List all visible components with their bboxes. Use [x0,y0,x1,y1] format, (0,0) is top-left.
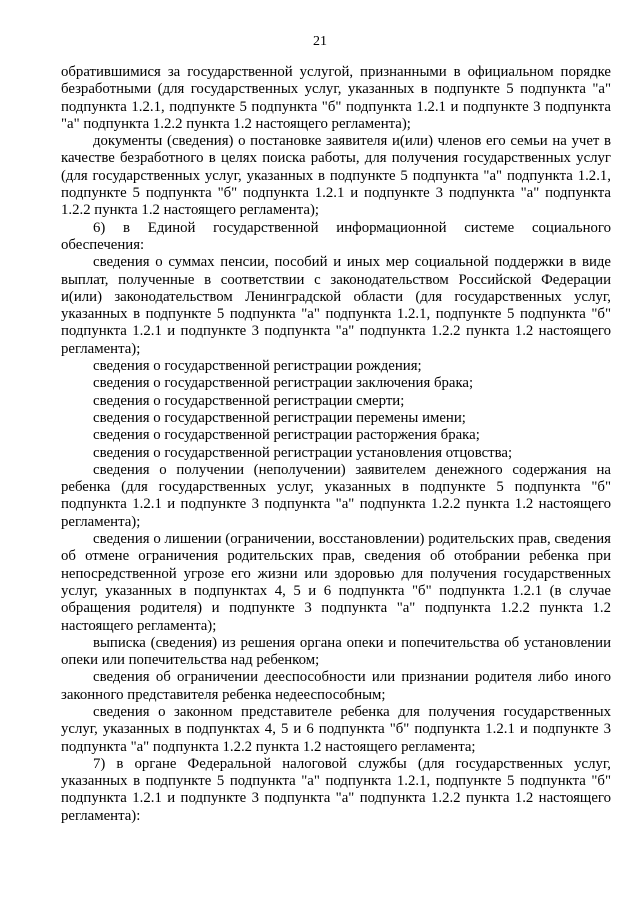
paragraph: сведения о лишении (ограничении, восстановлении) родительских прав, сведения об отмене ограничения родительских прав, сведения об отобрании ребенка при непосредственной угрозе его жизни или здоровью для получения государственных услуг, указанных в подпунктах 4, 5 и 6 подпункта "б" подпункта 1.2.1 (в случае обращения родителя) и подпункте 3 подпункта "а" подпункта 1.2.2 пункта 1.2 настоящего регламента); [61,531,611,634]
paragraph: сведения о получении (неполучении) заявителем денежного содержания на ребенка (для государственных услуг, указанных в подпункте 5 подпункта "б" подпункта 1.2.1 и подпункте 3 подпункта "а" подпункта 1.2.2 пункта 1.2 настоящего регламента); [61,461,611,530]
paragraph: сведения о суммах пенсии, пособий и иных мер социальной поддержки в виде выплат, полученные в соответствии с законодательством Российской Федерации и(или) законодательством Ленинградской области (для государственных услуг, указанных в подпункте 5 подпункта "а" подпункта 1.2.1, подпункте 5 подпункта "б" подпункта 1.2.1 и подпункте 3 подпункта "а" подпункта 1.2.2 пункта 1.2 настоящего регламента); [61,254,611,357]
paragraph: сведения о государственной регистрации установления отцовства; [93,444,513,461]
document-body [61,64,611,825]
paragraph: сведения о государственной регистрации перемены имени; [93,409,466,426]
paragraph: 7) в органе Федеральной налоговой службы (для государственных услуг, указанных в подпункте 5 подпункта "а" подпункта 1.2.1, подпункте 5 подпункта "б" подпункта 1.2.1 и подпункте 3 подпункта "а" подпункта 1.2.2 пункта 1.2 настоящего регламента): [61,755,611,824]
paragraph: сведения о государственной регистрации заключения брака; [93,375,474,392]
paragraph: сведения об ограничении дееспособности или признании родителя либо иного законного представителя ребенка недееспособным; [61,669,611,703]
page-number: 21 [313,34,327,49]
paragraph: сведения о законном представителе ребенка для получения государственных услуг, указанных в подпунктах 4, 5 и 6 подпункта "б" подпункта 1.2.1 и подпункте 3 подпункта "а" подпункта 1.2.2 пункта 1.2 настоящего регламента; [61,703,611,755]
paragraph: обратившимися за государственной услугой, признанными в официальном порядке безработными (для государственных услуг, указанных в подпункте 5 подпункта "а" подпункта 1.2.1, подпункте 5 подпункта "б" подпункта 1.2.1 и подпункте 3 подпункта "а" подпункта 1.2.2 пункта 1.2 настоящего регламента); [61,64,611,132]
paragraph: выписка (сведения) из решения органа опеки и попечительства об установлении опеки или попечительства над ребенком; [61,634,611,669]
paragraph: документы (сведения) о постановке заявителя и(или) членов его семьи на учет в качестве безработного в целях поиска работы, для получения государственных услуг (для государственных услуг, указанных в подпункте 5 подпункта "а" подпункта 1.2.1, подпункте 5 подпункта "б" подпункта 1.2.1 и подпункте 3 подпункта "а" подпункта 1.2.2 пункта 1.2 настоящего регламента); [61,133,611,219]
paragraph: 6) в Единой государственной информационной системе социального обеспечения: [61,219,611,253]
paragraph: сведения о государственной регистрации рождения; [93,358,422,375]
paragraph: сведения о государственной регистрации расторжения брака; [93,427,480,444]
paragraph: сведения о государственной регистрации смерти; [93,392,405,409]
